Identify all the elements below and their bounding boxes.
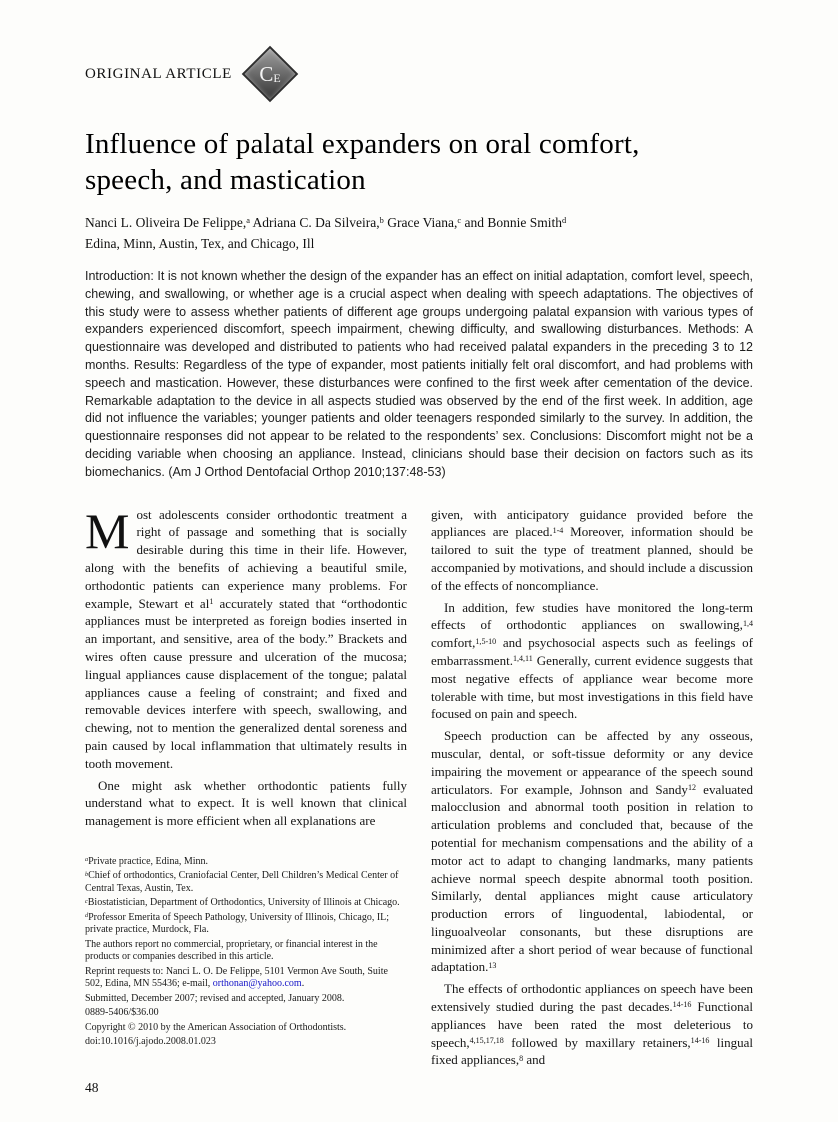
footnote-reprint-period: .	[301, 978, 305, 990]
body-paragraph-6: The effects of orthodontic appliances on speech have been extensively studied during the past decades.$^{14-16}$ Functional appliances have been rated the most deleterious to speech,$^{4,15,17,18}$ followed by maxillary retainers,$^{14-16}$ lingual fixed appliances,$^8$ and	[431, 981, 754, 1068]
footnote-disclosure: The authors report no commercial, proprietary, or financial interest in the products or companies described in this article.	[85, 938, 378, 963]
body-paragraph-5: Speech production can be affected by any osseous, muscular, dental, or soft-tissue deformity or any device impairing the movement or appearance of the speech sound articulators. For example, Johnson and Sandy$^{12}$ evaluated malocclusion and abnormal tooth position in relation to articulation problems and concluded that, because of the potential for mechanism compensations and the ability of a motor act to adapt to changing landmarks, many patients achieve normal speech despite abnormal tooth position. Similarly, dental appliances might cause articulatory production errors of linguodental, labiodental, or linguoalveolar consonants, but these disruptions are minimized after a short period of wear because of functional adaptation.$^{13}$	[431, 728, 753, 975]
body-paragraph-4: In addition, few studies have monitored the long-term effects of orthodontic appliances on swallowing,$^{1,4}$ comfort,$^{1,5-10}$ and psychosocial aspects such as feelings of embarrassment.$^{1,4,11}$ Generally, current evidence suggests that most negative effects of appliance wear become more tolerable with time, but most investigations in this field have focused on pain and speech.	[431, 599, 753, 722]
footnote-copyright: Copyright © 2010 by the American Association of Orthodontists.	[85, 1021, 347, 1033]
abstract-text: Introduction: It is not known whether the design of the expander has an effect on initial adaptation, comfort level, speech, chewing, and swallowing, or whether age is a crucial aspect when dealing with speech adaptations. The objectives of this study were to assess whether patients of different age groups undergoing palatal expansion with various types of expanders experienced discomfort, speech impairment, chewing difficulty, and swallowing disturbances. Methods: A questionnaire was developed and distributed to patients who had received palatal expanders in the preceding 3 to 12 months. Results: Regardless of the type of expander, most patients initially felt oral discomfort, and had problems with speech and mastication. However, these disturbances were confined to the first week after cementation of the device. Remarkable adaptation to the device in all aspects studied was observed by the end of the first week. In addition, age did not influence the variables; younger patients and older teenagers responded similarly to the survey. In addition, the questionnaire responses did not appear to be related to the respondents’ sex. Conclusions: Discomfort might not be a deciding variable when choosing an appliance. Instead, clinicians should base their decision on factors such as its biomechanics. (Am J Orthod Dentofacial Orthop 2010;137:48-53)	[85, 269, 753, 479]
ce-letter-c: C	[259, 61, 274, 86]
body-paragraph-1-text: ost adolescents consider orthodontic treatment a right of passage and something that is socially desirable during this time in their life. However, along with the benefits of achieving a beautiful smile, orthodontic patients can experience many problems. For example, Stewart et $al^1$ accurately stated that “orthodontic appliances must be interpreted as foreign bodies inserted in an important, and sensitive, area of the body.” Brackets and wires often cause pressure and ulceration of the mucosa; lingual appliances cause displacement of the tongue; palatal appliances cause a feeling of constraint; and fixed and removable devices interfere with speech, swallowing, and chewing, not to mention the generalized dental soreness and pain caused by local inflammation that ultimately results in tooth movement.	[85, 506, 407, 771]
dropcap-letter: M	[85, 502, 130, 559]
footnote-issn: 0889-5406/$36.00	[85, 1007, 159, 1019]
footnote-affiliation-a: $^a$Private practice, Edina, Minn.	[85, 855, 209, 867]
article-type-label: ORIGINAL ARTICLE	[85, 65, 232, 82]
left-column	[85, 502, 407, 1070]
body-paragraph-3: given, with anticipatory guidance provided before the appliances are placed.$^{1-4}$ Moreover, information should be tailored to suit the type of treatment planned, should be accompanied by motivations, and should include a discussion of the effects of noncompliance.	[431, 506, 753, 593]
ce-credit-icon	[242, 46, 299, 103]
right-column	[431, 506, 753, 1070]
article-title-line-1: Influence of palatal expanders on oral comfort,	[85, 128, 640, 160]
body-columns	[85, 502, 754, 1070]
author-locations: Edina, Minn, Austin, Tex, and Chicago, Ill	[85, 236, 315, 251]
footnote-submitted: Submitted, December 2007; revised and accepted, January 2008.	[85, 992, 345, 1004]
email-link[interactable]: orthonan@yahoo.com	[212, 978, 302, 990]
footnote-affiliation-b: $^b$Chief of orthodontics, Craniofacial Center, Dell Children’s Medical Center of Central Texas, Austin, Tex.	[85, 870, 399, 894]
footnotes-block	[85, 856, 407, 1049]
ce-credit-letters	[252, 56, 288, 92]
ce-letter-e: E	[273, 70, 281, 85]
author-byline: Nanci L. Oliveira De Felippe,$^a$ Adriana C. Da Silveira,$^b$ Grace Viana,$^c$ and Bonnie Smith$^d$	[85, 215, 567, 230]
article-title-line-2: speech, and mastication	[85, 164, 366, 196]
body-paragraph-2: One might ask whether orthodontic patients fully understand what to expect. It is well known that clinical management is more efficient when all explanations are	[85, 777, 407, 829]
page-number: 48	[85, 1080, 99, 1095]
footnote-reprint-text: Reprint requests to: Nanci L. O. De Felippe, 5101 Vermon Ave South, Suite 502, Edina, MN 55436; e-mail,	[85, 965, 388, 990]
footnote-affiliation-c: $^c$Biostatistician, Department of Orthodontics, University of Illinois at Chicago.	[85, 897, 400, 909]
article-title	[85, 126, 753, 198]
footnote-doi: doi:10.1016/j.ajodo.2008.01.023	[85, 1036, 216, 1048]
article-header	[85, 46, 753, 102]
body-paragraph-1	[85, 502, 407, 773]
footnote-reprint	[85, 966, 407, 991]
footnote-affiliation-d: $^d$Professor Emerita of Speech Pathology, University of Illinois, Chicago, IL; private practice, Murdock, Fla.	[85, 911, 390, 936]
